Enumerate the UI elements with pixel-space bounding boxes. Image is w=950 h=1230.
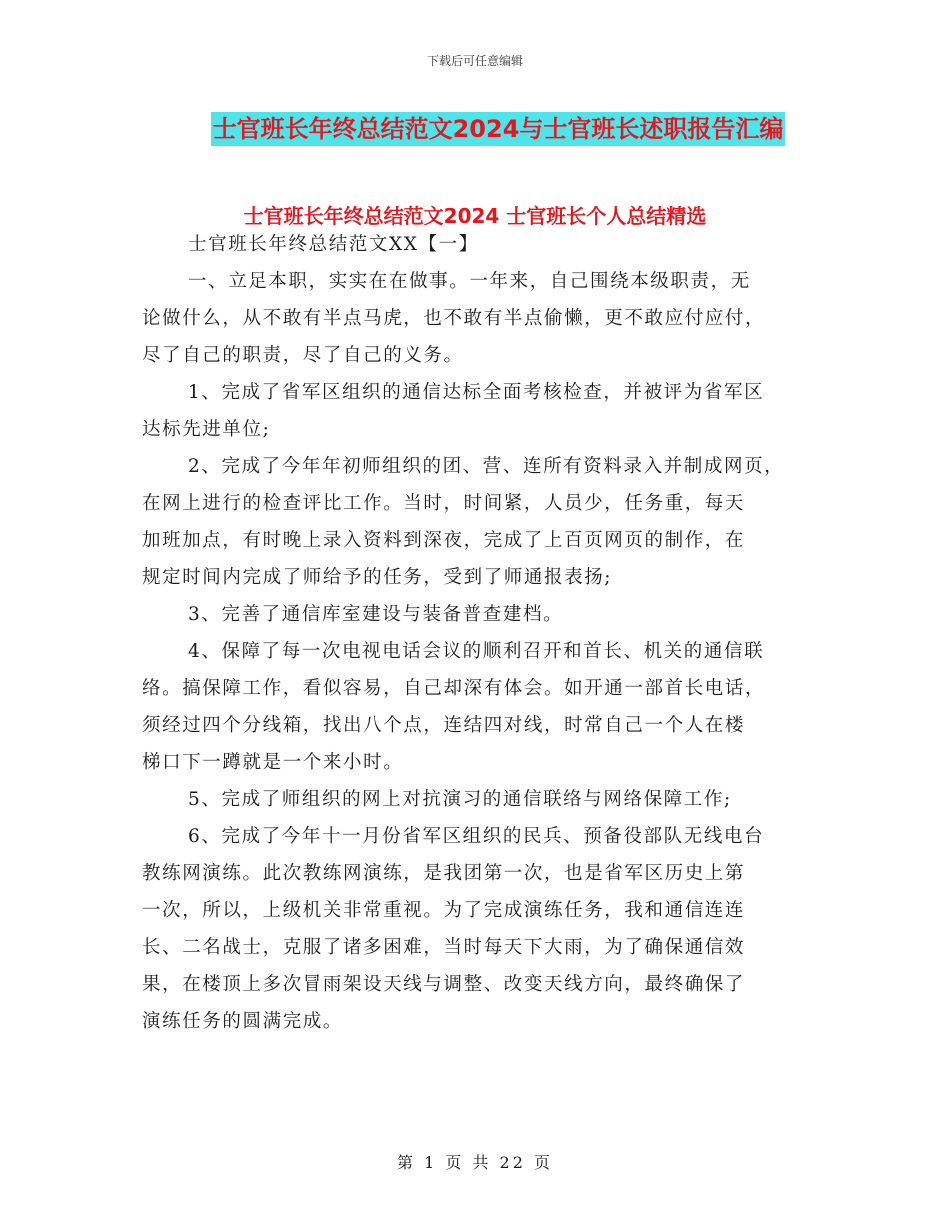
body-line: 加班加点，有时晚上录入资料到深夜，完成了上百页网页的制作，在 xyxy=(142,530,746,551)
body-line: 络。搞保障工作，看似容易，自己却深有体会。如开通一部首长电话， xyxy=(142,678,766,699)
page-footer: 第 1 页 共 22 页 xyxy=(397,1153,553,1172)
body-line: 演练任务的圆满完成。 xyxy=(142,1011,344,1032)
main-title: 士官班长年终总结范文2024与士官班长述职报告汇编 xyxy=(211,112,786,146)
body-line: 一次，所以，上级机关非常重视。为了完成演练任务，我和通信连连 xyxy=(142,900,746,921)
body-line: 一、立足本职，实实在在做事。一年来，自己围绕本级职责，无 xyxy=(188,271,751,292)
body-line: 1、完成了省军区组织的通信达标全面考核检查，并被评为省军区 xyxy=(188,382,765,403)
body-line: 3、完善了通信库室建设与装备普查建档。 xyxy=(188,604,564,625)
body-line: 尽了自己的职责，尽了自己的义务。 xyxy=(142,345,464,366)
body-line: 教练网演练。此次教练网演练，是我团第一次，也是省军区历史上第 xyxy=(142,863,746,884)
body-line: 长、二名战士，克服了诸多困难，当时每天下大雨，为了确保通信效 xyxy=(142,937,746,958)
page-header: 下载后可任意编辑 xyxy=(426,54,523,68)
body-line: 梯口下一蹲就是一个来小时。 xyxy=(142,752,404,773)
body-line: 果，在楼顶上多次冒雨架设天线与调整、改变天线方向，最终确保了 xyxy=(142,974,746,995)
body-line: 规定时间内完成了师给予的任务，受到了师通报表扬; xyxy=(142,567,613,588)
main-title-container xyxy=(0,112,950,146)
body-line: 须经过四个分线箱，找出八个点，连结四对线，时常自己一个人在楼 xyxy=(142,715,746,736)
body-line: 6、完成了今年十一月份省军区组织的民兵、预备役部队无线电台 xyxy=(188,826,765,847)
body-line: 达标先进单位; xyxy=(142,419,271,440)
body-line: 士官班长年终总结范文XX【一】 xyxy=(188,234,479,255)
sub-title: 士官班长年终总结范文2024 士官班长个人总结精选 xyxy=(243,204,707,228)
body-line: 在网上进行的检查评比工作。当时，时间紧，人员少，任务重，每天 xyxy=(142,493,746,514)
body-line: 4、保障了每一次电视电话会议的顺利召开和首长、机关的通信联 xyxy=(188,641,765,662)
body-line: 论做什么，从不敢有半点马虎，也不敢有半点偷懒，更不敢应付应付， xyxy=(142,308,766,329)
document-body xyxy=(142,226,818,1040)
body-line: 5、完成了师组织的网上对抗演习的通信联络与网络保障工作; xyxy=(188,789,732,810)
body-line: 2、完成了今年年初师组织的团、营、连所有资料录入并制成网页， xyxy=(188,456,785,477)
